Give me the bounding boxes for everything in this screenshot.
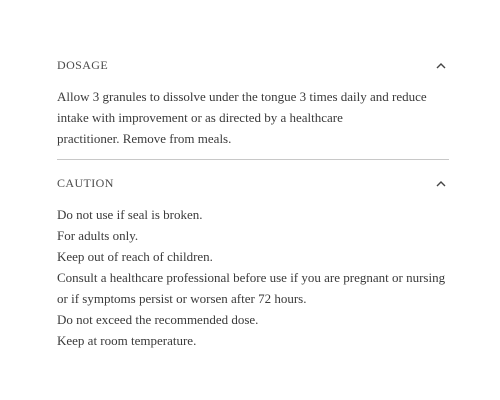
caution-line: or if symptoms persist or worsen after 72 hours. [57, 291, 307, 306]
chevron-up-icon[interactable] [435, 59, 447, 71]
dosage-line: practitioner. Remove from meals. [57, 131, 232, 146]
dosage-line: intake with improvement or as directed by a healthcare [57, 110, 343, 125]
dosage-line: Allow 3 granules to dissolve under the tongue 3 times daily and reduce [57, 89, 427, 104]
caution-line: Do not use if seal is broken. [57, 207, 203, 222]
dosage-section [57, 52, 449, 159]
caution-line: For adults only. [57, 228, 139, 243]
caution-section [57, 170, 449, 351]
chevron-up-icon[interactable] [435, 177, 447, 189]
product-info-accordion [57, 52, 449, 351]
dosage-section-header[interactable] [57, 52, 449, 78]
dosage-content [57, 78, 449, 159]
section-divider [57, 159, 449, 160]
caution-section-header[interactable] [57, 170, 449, 196]
caution-line: Keep out of reach of children. [57, 249, 213, 264]
caution-content [57, 196, 449, 351]
caution-line: Do not exceed the recommended dose. [57, 312, 259, 327]
caution-line: Consult a healthcare professional before use if you are pregnant or nursing [57, 270, 446, 285]
dosage-title: DOSAGE [57, 57, 109, 72]
caution-line: Keep at room temperature. [57, 333, 197, 348]
caution-title: CAUTION [57, 175, 114, 190]
